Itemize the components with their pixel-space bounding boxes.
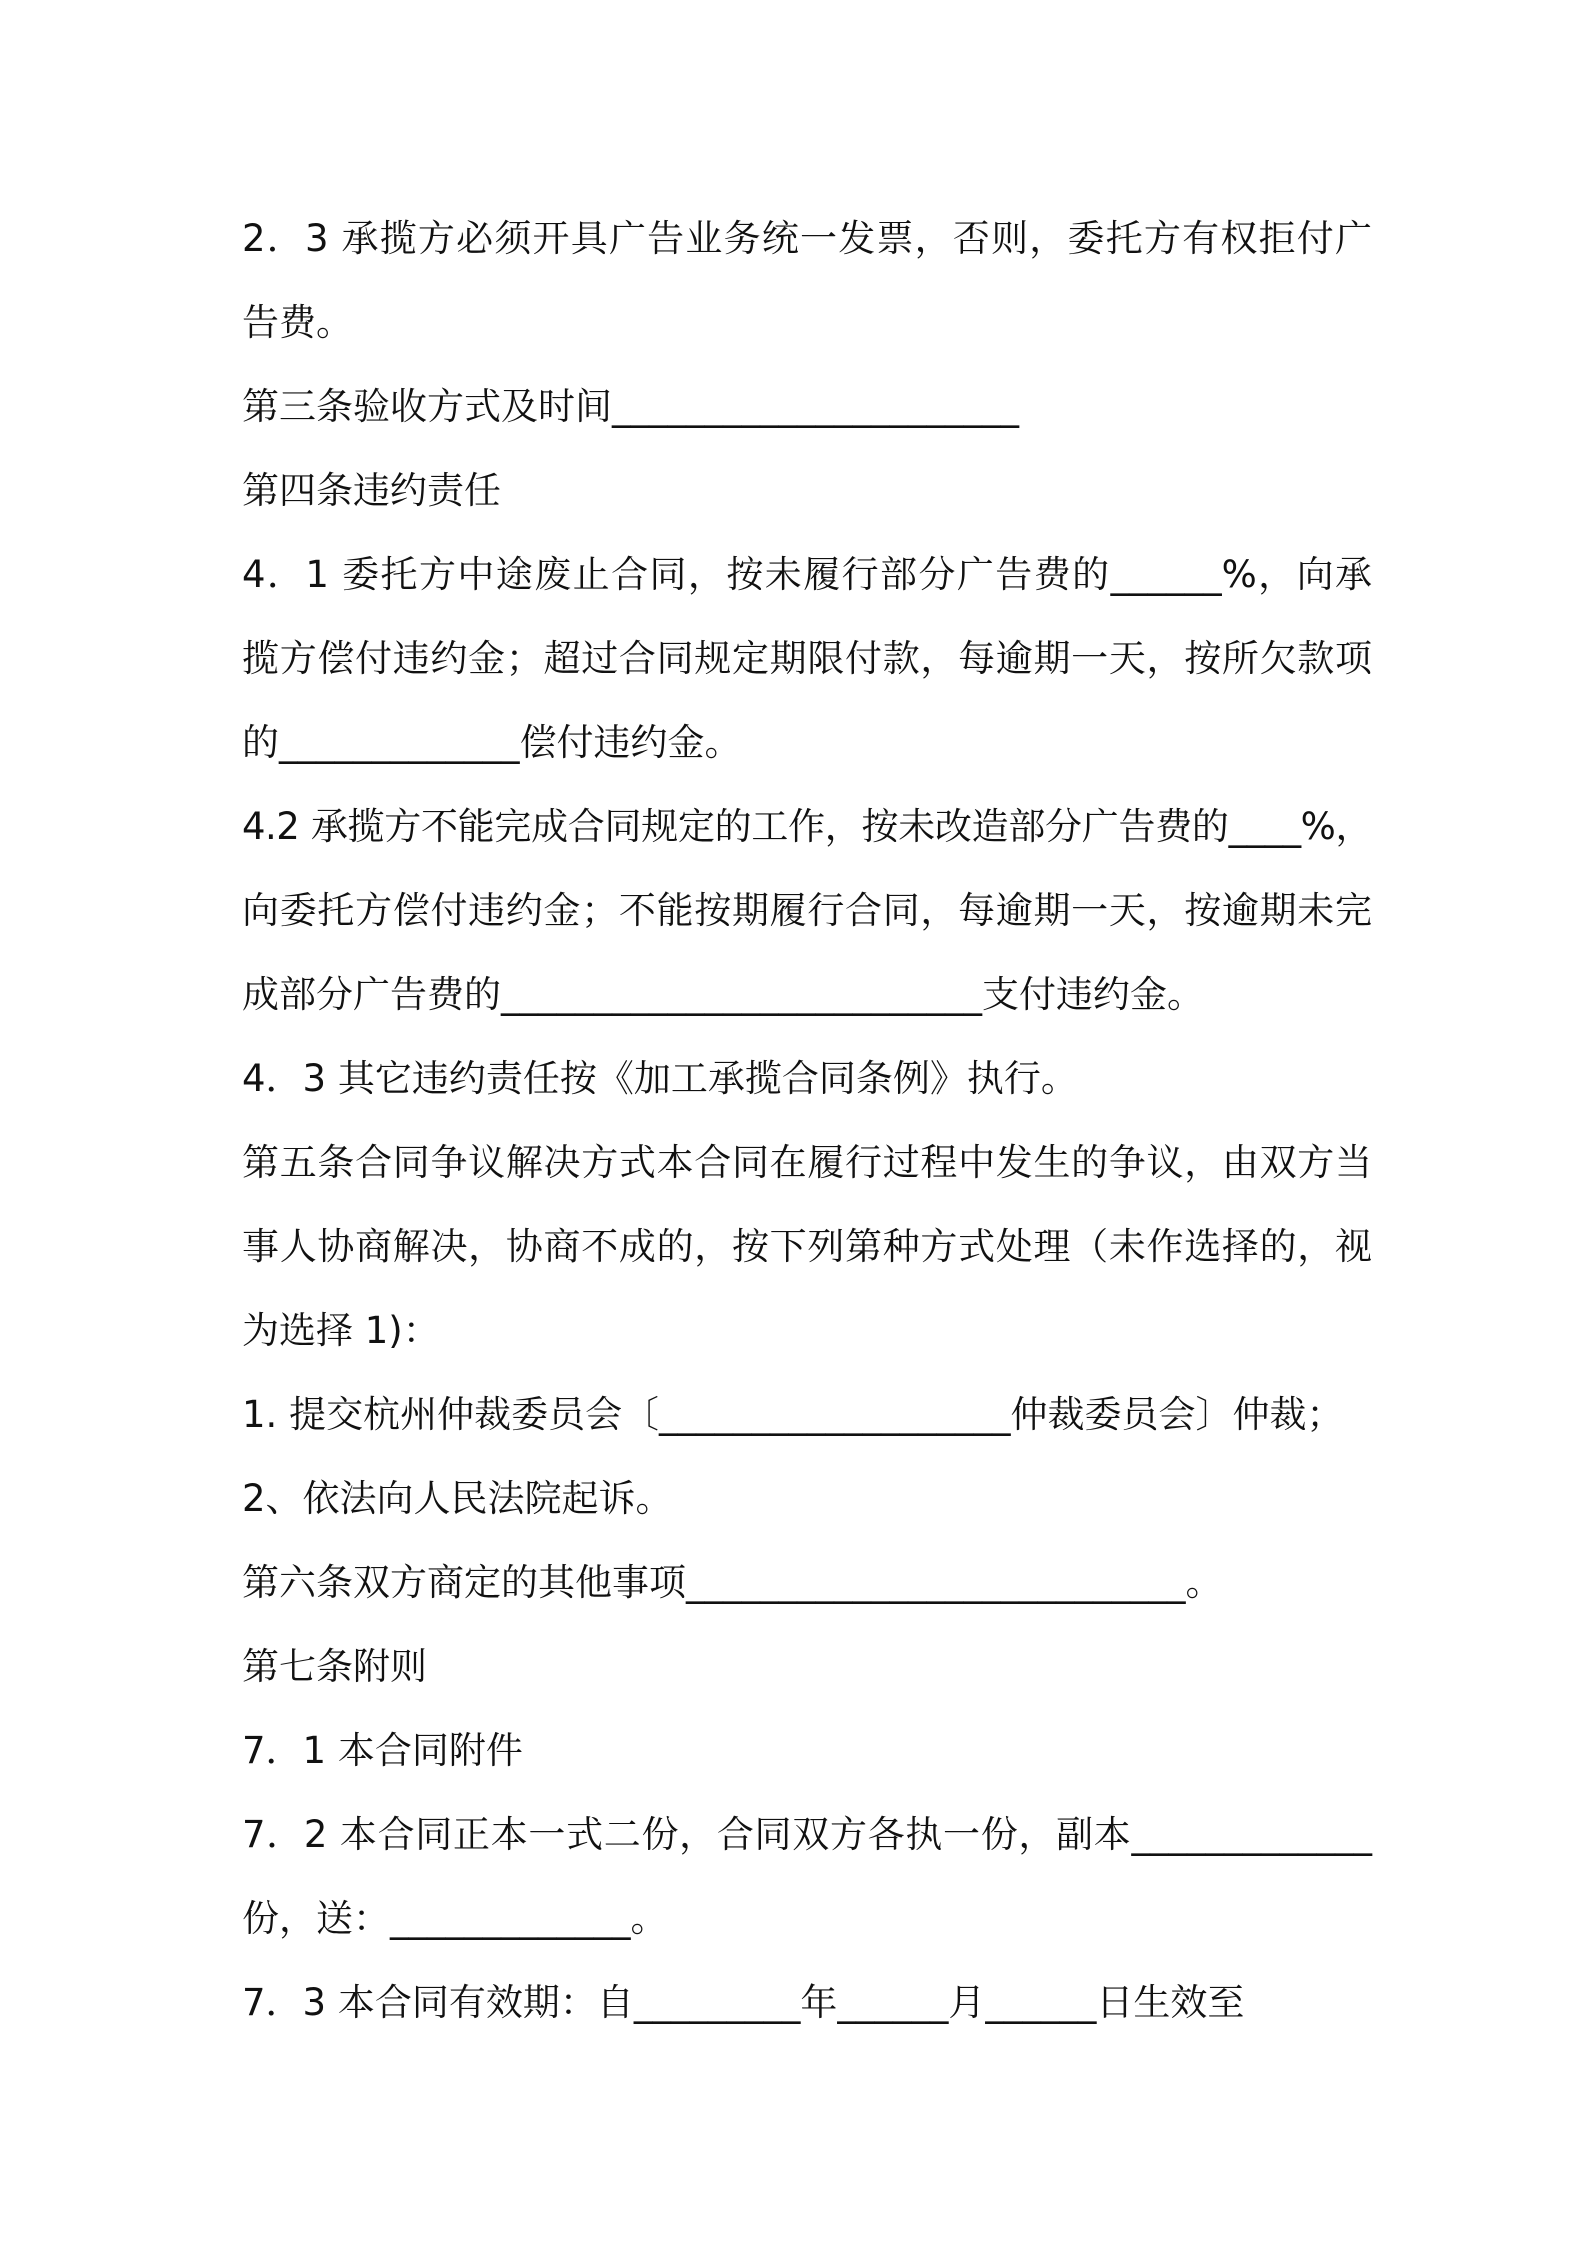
- contract-text: [242, 197, 1372, 2045]
- clause-7-3: 7．3 本合同有效期：自_________年______月______日生效至: [242, 1981, 1245, 2024]
- clause-2-3-line-2: 告费。: [242, 301, 353, 344]
- article-4-heading: 第四条违约责任: [242, 469, 501, 512]
- clause-4-2-line-3: 成部分广告费的__________________________支付违约金。: [242, 973, 1204, 1016]
- clause-4-1-line-2: 揽方偿付违约金；超过合同规定期限付款，每逾期一天，按所欠款项: [242, 637, 1372, 680]
- clause-7-1: 7．1 本合同附件: [242, 1729, 523, 1772]
- clause-4-1-line-1: 4．1 委托方中途废止合同，按未履行部分广告费的______%，向承: [242, 553, 1372, 596]
- clause-2-3-line-1: 2．3 承揽方必须开具广告业务统一发票，否则，委托方有权拒付广: [242, 217, 1372, 260]
- article-5-line-3: 为选择 1)：: [242, 1309, 440, 1352]
- article-3-heading: 第三条验收方式及时间______________________: [242, 385, 1019, 428]
- clause-7-2-line-1: 7．2 本合同正本一式二份，合同双方各执一份，副本_____________: [242, 1813, 1372, 1856]
- clause-4-3: 4．3 其它违约责任按《加工承揽合同条例》执行。: [242, 1057, 1078, 1100]
- clause-7-2-line-2: 份，送：_____________。: [242, 1897, 668, 1940]
- article-6: 第六条双方商定的其他事项___________________________。: [242, 1561, 1223, 1604]
- dispute-option-1: 1. 提交杭州仲裁委员会〔___________________仲裁委员会〕仲裁；: [242, 1393, 1344, 1436]
- article-5-line-2: 事人协商解决，协商不成的，按下列第种方式处理（未作选择的，视: [242, 1225, 1372, 1268]
- clause-4-1-line-3: 的_____________偿付违约金。: [242, 721, 742, 764]
- article-7-heading: 第七条附则: [242, 1645, 427, 1688]
- clause-4-2-line-2: 向委托方偿付违约金；不能按期履行合同，每逾期一天，按逾期未完: [242, 889, 1372, 932]
- dispute-option-2: 2、依法向人民法院起诉。: [242, 1477, 673, 1520]
- clause-4-2-line-1: 4.2 承揽方不能完成合同规定的工作，按未改造部分广告费的____%，: [242, 805, 1372, 848]
- article-5-line-1: 第五条合同争议解决方式本合同在履行过程中发生的争议，由双方当: [242, 1141, 1372, 1184]
